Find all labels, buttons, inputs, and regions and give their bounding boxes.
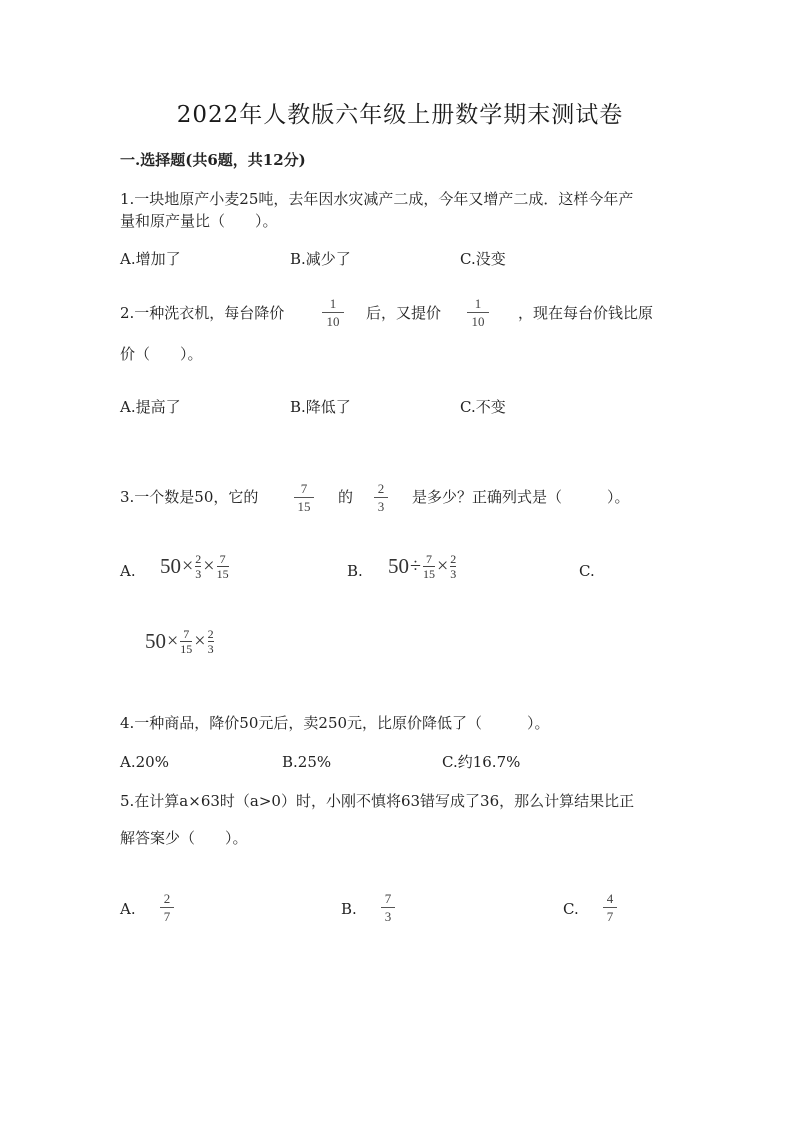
question-3-option-a-label: A. bbox=[120, 562, 136, 580]
fraction-denominator: 10 bbox=[471, 314, 485, 329]
fraction-denominator: 3 bbox=[377, 499, 385, 514]
fraction-denominator: 7 bbox=[606, 909, 614, 924]
fraction-denominator: 3 bbox=[195, 567, 202, 581]
question-3-option-b-expression bbox=[388, 553, 457, 580]
question-2-text-part-2: 后，又提价 bbox=[366, 304, 442, 322]
question-1-line-1: 1.一块地原产小麦25吨，去年因水灾减产二成，今年又增产二成．这样今年产 bbox=[120, 190, 634, 208]
question-2-text-part-3: ，现在每台价钱比原 bbox=[518, 304, 654, 322]
expression-fraction bbox=[423, 553, 435, 580]
fraction-numerator: 2 bbox=[450, 552, 457, 566]
question-3-text-part-1: 3.一个数是50，它的 bbox=[120, 488, 259, 506]
fraction-numerator: 1 bbox=[329, 296, 337, 311]
fraction-numerator: 2 bbox=[207, 627, 214, 641]
fraction-denominator: 10 bbox=[326, 314, 340, 329]
question-2-fraction-2 bbox=[467, 296, 489, 329]
fraction-bar bbox=[467, 312, 489, 313]
expression-fraction bbox=[450, 553, 456, 580]
question-3-option-c-label: C. bbox=[579, 562, 595, 580]
question-3-fraction-2 bbox=[374, 481, 388, 514]
question-2-text-part-1: 2.一种洗衣机，每台降价 bbox=[120, 304, 285, 322]
expression-number: 50 bbox=[160, 554, 181, 578]
multiply-operator: × bbox=[167, 630, 179, 652]
fraction-denominator: 7 bbox=[163, 909, 171, 924]
fraction-denominator: 15 bbox=[216, 567, 229, 581]
fraction-numerator: 7 bbox=[425, 552, 432, 566]
question-2-fraction-1 bbox=[322, 296, 344, 329]
fraction-bar bbox=[381, 907, 395, 908]
question-5-line-1: 5.在计算a×63时（a>0）时，小刚不慎将63错写成了36，那么计算结果比正 bbox=[120, 792, 635, 810]
question-5-line-2: 解答案少（ ）。 bbox=[120, 829, 248, 847]
expression-number: 50 bbox=[388, 554, 409, 578]
fraction-denominator: 15 bbox=[297, 499, 311, 514]
fraction-numerator: 2 bbox=[163, 891, 171, 906]
fraction-bar bbox=[294, 497, 314, 498]
question-1-option-c: C.没变 bbox=[460, 250, 506, 268]
fraction-denominator: 15 bbox=[422, 567, 435, 581]
question-4-option-b: B.25% bbox=[282, 753, 332, 771]
multiply-operator: × bbox=[182, 555, 194, 577]
fraction-denominator: 3 bbox=[384, 909, 392, 924]
question-4-option-a: A.20% bbox=[120, 753, 169, 771]
question-2-option-b: B.降低了 bbox=[290, 398, 351, 416]
question-3-fraction-1 bbox=[294, 481, 314, 514]
fraction-denominator: 3 bbox=[207, 642, 214, 656]
fraction-denominator: 15 bbox=[180, 642, 193, 656]
fraction-numerator: 7 bbox=[219, 552, 226, 566]
question-3-text-part-2: 的 bbox=[338, 488, 354, 506]
page-title: 2022年人教版六年级上册数学期末测试卷 bbox=[176, 102, 624, 128]
fraction-bar bbox=[322, 312, 344, 313]
expression-fraction bbox=[195, 553, 201, 580]
multiply-operator: × bbox=[436, 555, 449, 577]
multiply-operator: × bbox=[203, 555, 215, 577]
question-2-option-a: A.提高了 bbox=[120, 398, 181, 416]
expression-fraction bbox=[208, 628, 214, 655]
question-3-option-b-label: B. bbox=[347, 562, 363, 580]
fraction-bar bbox=[374, 497, 388, 498]
expression-number: 50 bbox=[145, 629, 166, 653]
section-heading: 一.选择题(共6题，共12分) bbox=[120, 151, 306, 169]
expression-fraction bbox=[217, 553, 229, 580]
question-5-option-b-label: B. bbox=[341, 900, 357, 918]
question-1-line-2: 量和原产量比（ ）。 bbox=[120, 212, 278, 230]
fraction-bar bbox=[160, 907, 174, 908]
question-3-text-part-3: 是多少？正确列式是（ ）。 bbox=[412, 488, 630, 506]
question-1-option-a: A.增加了 bbox=[120, 250, 181, 268]
fraction-numerator: 4 bbox=[606, 891, 614, 906]
question-3-option-c-expression bbox=[145, 628, 215, 655]
fraction-numerator: 1 bbox=[474, 296, 482, 311]
fraction-denominator: 3 bbox=[450, 567, 457, 581]
question-3-option-a-expression bbox=[160, 553, 230, 580]
divide-operator: ÷ bbox=[410, 555, 421, 577]
multiply-operator: × bbox=[194, 630, 206, 652]
expression-fraction bbox=[180, 628, 192, 655]
question-4-option-c: C.约16.7% bbox=[442, 753, 521, 771]
fraction-numerator: 7 bbox=[384, 891, 392, 906]
question-2-line-2: 价（ ）。 bbox=[120, 345, 203, 363]
fraction-numerator: 2 bbox=[377, 481, 385, 496]
question-5-option-a-label: A. bbox=[120, 900, 136, 918]
question-5-option-c-fraction bbox=[603, 891, 617, 924]
fraction-numerator: 2 bbox=[195, 552, 202, 566]
question-4-text: 4.一种商品，降价50元后，卖250元，比原价降低了（ ）。 bbox=[120, 714, 550, 732]
question-2-option-c: C.不变 bbox=[460, 398, 506, 416]
fraction-numerator: 7 bbox=[183, 627, 190, 641]
fraction-bar bbox=[603, 907, 617, 908]
question-5-option-b-fraction bbox=[381, 891, 395, 924]
question-5-option-a-fraction bbox=[160, 891, 174, 924]
fraction-numerator: 7 bbox=[300, 481, 308, 496]
question-1-option-b: B.减少了 bbox=[290, 250, 351, 268]
question-5-option-c-label: C. bbox=[563, 900, 579, 918]
